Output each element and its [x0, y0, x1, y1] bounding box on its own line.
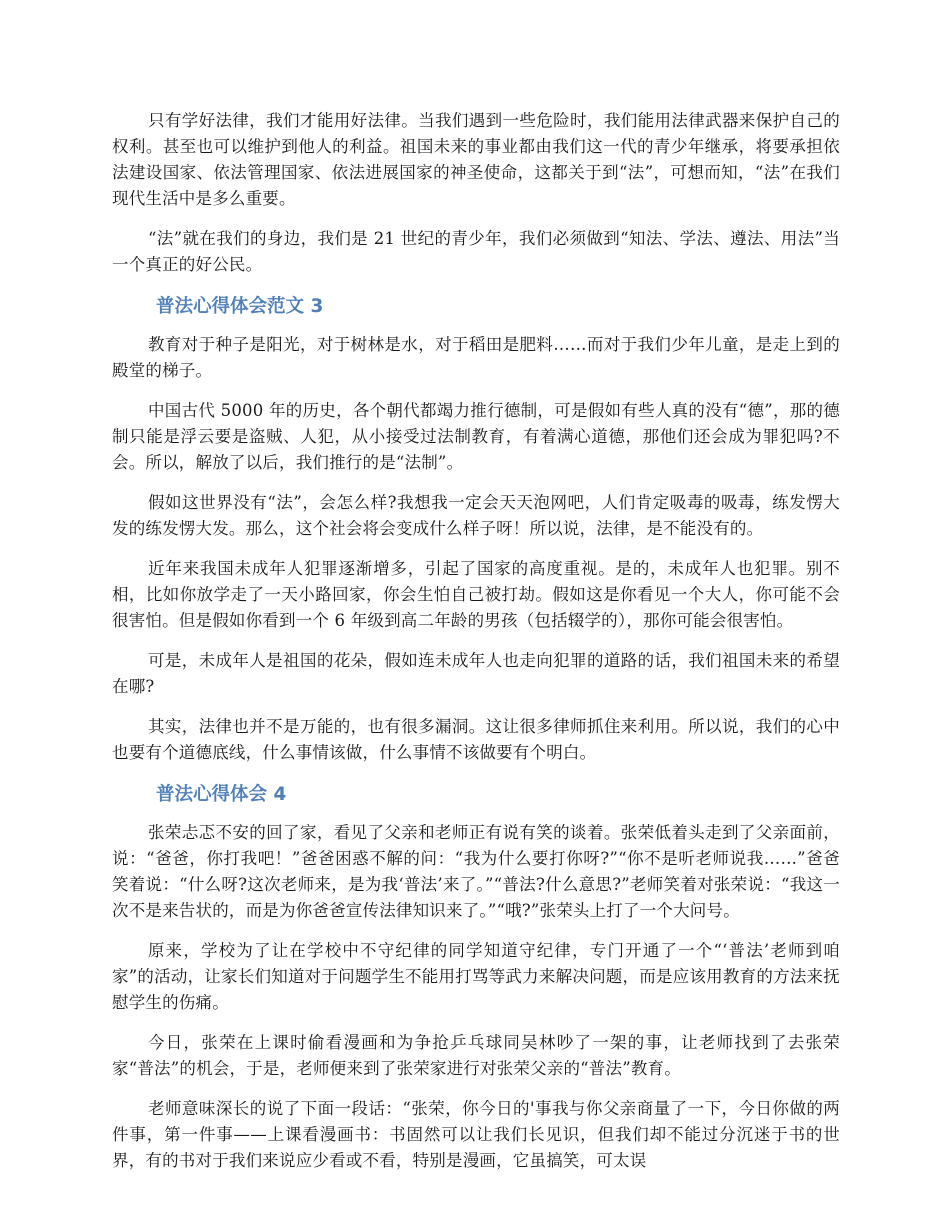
paragraph: 今日，张荣在上课时偷看漫画和为争抢乒乓球同吴林吵了一架的事，让老师找到了去张荣家“普法”的机会，于是，老师便来到了张荣家进行对张荣父亲的“普法”教育。	[112, 1033, 840, 1078]
paragraph: 其实，法律也并不是万能的，也有很多漏洞。这让很多律师抓住来利用。所以说，我们的心中也要有个道德底线，什么事情该做，什么事情不该做要有个明白。	[112, 717, 840, 762]
paragraph: 假如这世界没有“法”，会怎么样?我想我一定会天天泡网吧，人们肯定吸毒的吸毒，练发愣大发的练发愣大发。那么，这个社会将会变成什么样子呀！所以说，法律，是不能没有的。	[112, 493, 840, 538]
section-heading-4: 普法心得体会 4	[156, 784, 287, 805]
paragraph: 老师意味深长的说了下面一段话：“张荣，你今日的'事我与你父亲商量了一下，今日你做的两件事，第一件事——上课看漫画书：书固然可以让我们长见识，但我们却不能过分沉迷于书的世界，有的书对于我们来说应少看或不看，特别是漫画，它虽搞笑，可太误	[112, 1099, 840, 1170]
document-page	[112, 108, 840, 1188]
paragraph: 教育对于种子是阳光，对于树林是水，对于稻田是肥料……而对于我们少年儿童，是走上到的殿堂的梯子。	[112, 335, 840, 380]
paragraph: 中国古代 5000 年的历史，各个朝代都竭力推行德制，可是假如有些人真的没有“德”，那的德制只能是浮云要是盗贼、人犯，从小接受过法制教育，有着满心道德，那他们还会成为罪犯吗?不会。所以，解放了以后，我们推行的是“法制”。	[112, 401, 840, 472]
section-heading-3: 普法心得体会范文 3	[156, 296, 324, 317]
paragraph: 只有学好法律，我们才能用好法律。当我们遇到一些危险时，我们能用法律武器来保护自己的权利。甚至也可以维护到他人的利益。祖国未来的事业都由我们这一代的青少年继承，将要承担依法建设国家、依法管理国家、依法进展国家的神圣使命，这都关于到“法”，可想而知，“法”在我们现代生活中是多么重要。	[112, 111, 840, 208]
paragraph: “法”就在我们的身边，我们是 21 世纪的青少年，我们必须做到“知法、学法、遵法、用法”当一个真正的好公民。	[112, 229, 840, 274]
paragraph: 可是，未成年人是祖国的花朵，假如连未成年人也走向犯罪的道路的话，我们祖国未来的希望在哪?	[112, 651, 840, 696]
paragraph: 原来，学校为了让在学校中不守纪律的同学知道守纪律，专门开通了一个“‘普法’老师到咱家”的活动，让家长们知道对于问题学生不能用打骂等武力来解决问题，而是应该用教育的方法来抚慰学生的伤痛。	[112, 941, 840, 1012]
paragraph: 张荣忐忑不安的回了家，看见了父亲和老师正有说有笑的谈着。张荣低着头走到了父亲面前，说：“爸爸，你打我吧！”爸爸困惑不解的问：“我为什么要打你呀?”“你不是听老师说我……”爸爸笑着说：“什么呀?这次老师来，是为我‘普法’来了。”“普法?什么意思?”老师笑着对张荣说：“我这一次不是来告状的，而是为你爸爸宣传法律知识来了。”“哦?”张荣头上打了一个大问号。	[112, 823, 840, 920]
paragraph: 近年来我国未成年人犯罪逐渐增多，引起了国家的高度重视。是的，未成年人也犯罪。别不相，比如你放学走了一天小路回家，你会生怕自己被打劫。假如这是你看见一个大人，你可能不会很害怕。但是假如你看到一个 6 年级到高二年龄的男孩（包括辍学的），那你可能会很害怕。	[112, 559, 840, 630]
